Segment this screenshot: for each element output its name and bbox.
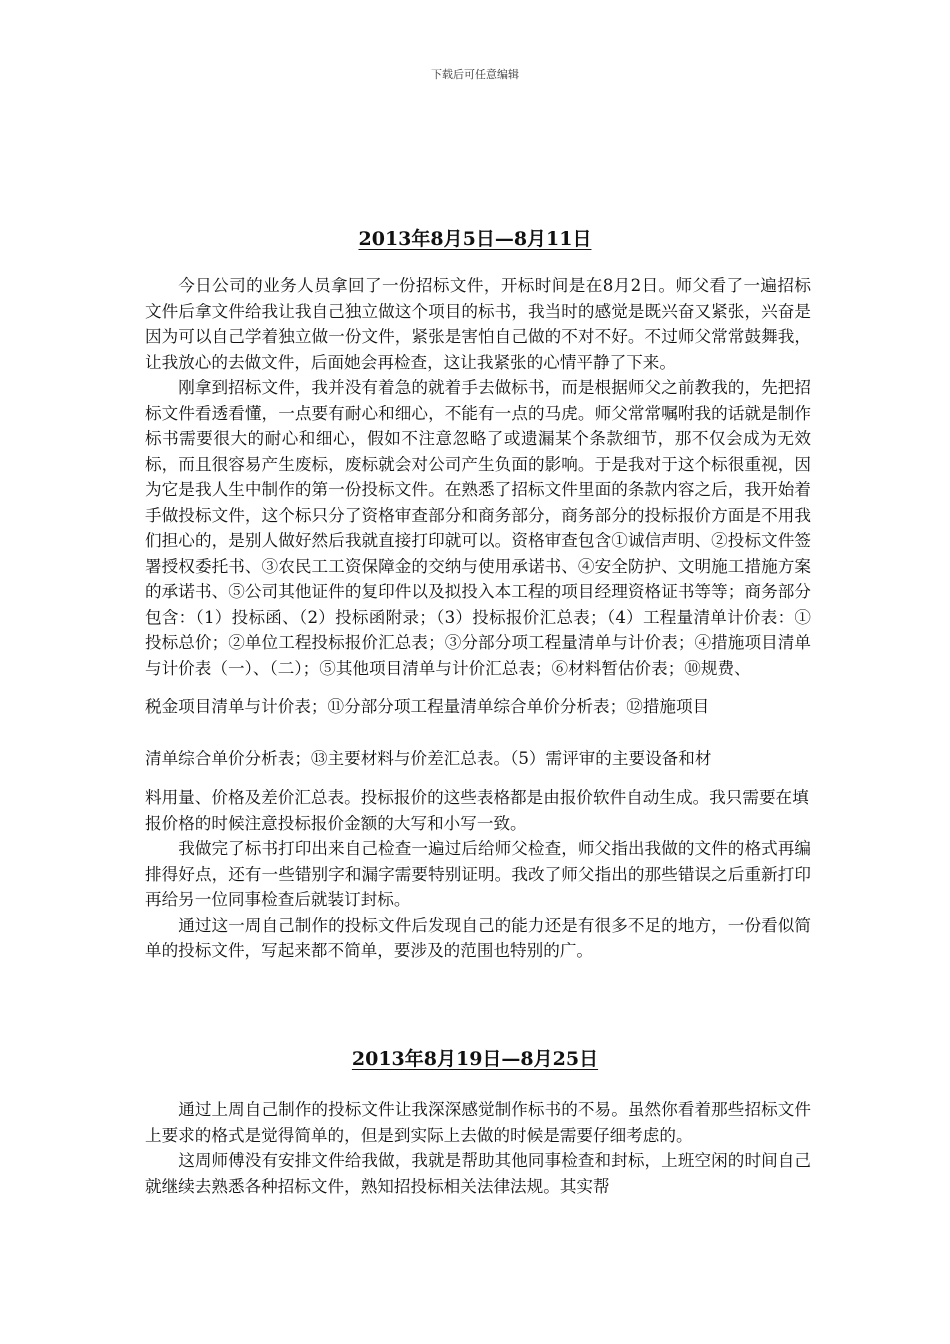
paragraph: 我做完了标书打印出来自己检查一遍过后给师父检查，师父指出我做的文件的格式再编排得好点，还有一些错别字和漏字需要特别证明。我改了师父指出的那些错误之后重新打印再给另一位同事检查后就装订封标。 [145, 839, 811, 909]
paragraph: 这周师傅没有安排文件给我做，我就是帮助其他同事检查和封标，上班空闲的时间自己就继续去熟悉各种招标文件，熟知招投标相关法律法规。其实帮 [145, 1151, 811, 1196]
section-heading-2: 2013年8月19日—8月25日 [351, 1048, 599, 1070]
paragraph: 刚拿到招标文件，我并没有着急的就着手去做标书，而是根据师父之前教我的，先把招标文件看透看懂，一点要有耐心和细心，不能有一点的马虎。师父常常嘱咐我的话就是制作标书需要很大的耐心和细心，假如不注意忽略了或遗漏某个条款细节，那不仅会成为无效标，而且很容易产生废标，废标就会对公司产生负面的影响。于是我对于这个标很重视，因为它是我人生中制作的第一份投标文件。在熟悉了招标文件里面的条款内容之后，我开始着手做投标文件，这个标只分了资格审查部分和商务部分，商务部分的投标报价方面是不用我们担心的，是别人做好然后我就直接打印就可以。资格审查包含①诚信声明、②投标文件签署授权委托书、③农民工工资保障金的交纳与使用承诺书、④安全防护、文明施工措施方案的承诺书、⑤公司其他证件的复印件以及拟投入本工程的项目经理资格证书等等；商务部分包含：（1）投标函、（2）投标函附录；（3）投标报价汇总表；（4）工程量清单计价表：①投标总价；②单位工程投标报价汇总表；③分部分项工程量清单与计价表；④措施项目清单与计价表（一）、（二）；⑤其他项目清单与计价汇总表；⑥材料暂估价表；⑩规费、 [145, 378, 811, 678]
section-body-1 [145, 273, 811, 964]
paragraph: 今日公司的业务人员拿回了一份招标文件，开标时间是在8月2日。师父看了一遍招标文件后拿文件给我让我自己独立做这个项目的标书，我当时的感觉是既兴奋又紧张，兴奋是因为可以自己学着独立做一份文件，紧张是害怕自己做的不对不好。不过师父常常鼓舞我，让我放心的去做文件，后面她会再检查，这让我紧张的心情平静了下来。 [145, 276, 811, 372]
paragraph: 通过这一周自己制作的投标文件后发现自己的能力还是有很多不足的地方，一份看似简单的投标文件，写起来都不简单，要涉及的范围也特别的广。 [145, 915, 811, 960]
section-body-2 [145, 1097, 811, 1199]
paragraph-continuation: 料用量、价格及差价汇总表。投标报价的这些表格都是由报价软件自动生成。我只需要在填报价格的时候注意投标报价金额的大写和小写一致。 [145, 788, 809, 833]
paragraph: 通过上周自己制作的投标文件让我深深感觉制作标书的不易。虽然你看着那些招标文件上要求的格式是觉得简单的，但是到实际上去做的时候是需要仔细考虑的。 [145, 1100, 811, 1145]
download-watermark: 下载后可任意编辑 [431, 68, 519, 81]
paragraph-continuation: 清单综合单价分析表；⑬主要材料与价差汇总表。（5）需评审的主要设备和材 [145, 749, 712, 768]
paragraph-continuation: 税金项目清单与计价表；⑪分部分项工程量清单综合单价分析表；⑫措施项目 [145, 697, 710, 716]
section-heading-1: 2013年8月5日—8月11日 [358, 228, 592, 250]
